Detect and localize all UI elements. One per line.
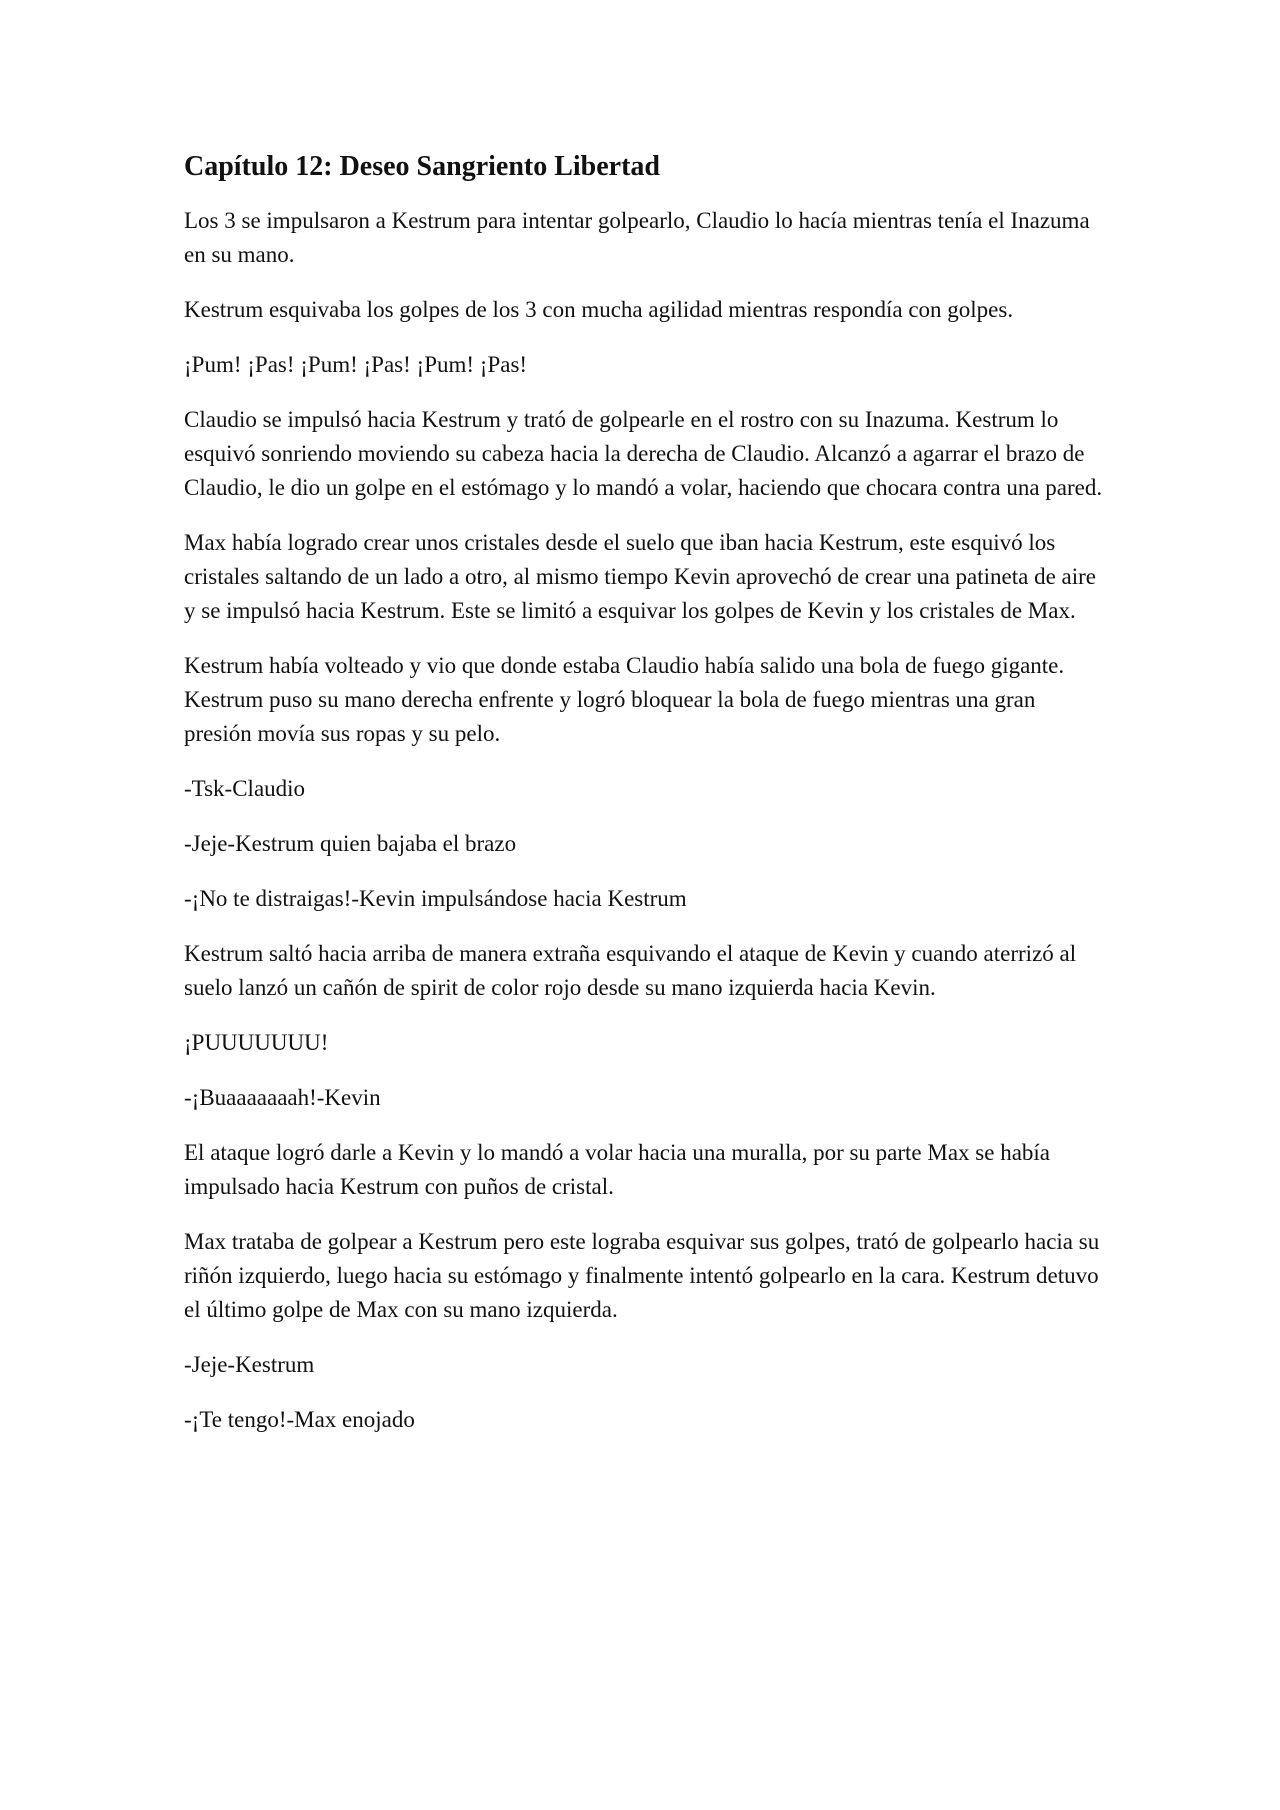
paragraph: Max trataba de golpear a Kestrum pero este lograba esquivar sus golpes, trató de golpearlo hacia su riñón izquierdo, luego hacia su estómago y finalmente intentó golpearlo en la cara. Kestrum detuvo el último golpe de Max con su mano izquierda. xyxy=(184,1228,1100,1322)
paragraph: ¡Pum! ¡Pas! ¡Pum! ¡Pas! ¡Pum! ¡Pas! xyxy=(184,351,528,377)
paragraph: Claudio se impulsó hacia Kestrum y trató de golpearle en el rostro con su Inazuma. Kestrum lo esquivó sonriendo moviendo su cabeza hacia la derecha de Claudio. Alcanzó a agarrar el brazo de Claudio, le dio un golpe en el estómago y lo mandó a volar, haciendo que chocara contra una pared. xyxy=(184,406,1103,500)
sound-effect: ¡PUUUUUUU! xyxy=(184,1029,329,1055)
dialogue-line: -Tsk-Claudio xyxy=(184,775,306,801)
paragraph: Kestrum había volteado y vio que donde estaba Claudio había salido una bola de fuego gigante. Kestrum puso su mano derecha enfrente y logró bloquear la bola de fuego mientras una gran presión movía sus ropas y su pelo. xyxy=(184,652,1065,746)
paragraph: Kestrum saltó hacia arriba de manera extraña esquivando el ataque de Kevin y cuando aterrizó al suelo lanzó un cañón de spirit de color rojo desde su mano izquierda hacia Kevin. xyxy=(184,940,1077,1000)
dialogue-line: -¡Te tengo!-Max enojado xyxy=(184,1406,415,1432)
dialogue-line: -¡No te distraigas!-Kevin impulsándose hacia Kestrum xyxy=(184,885,687,911)
dialogue-line: -Jeje-Kestrum xyxy=(184,1351,315,1377)
chapter-title: Capítulo 12: Deseo Sangriento Libertad xyxy=(184,151,660,182)
paragraph: El ataque logró darle a Kevin y lo mandó a volar hacia una muralla, por su parte Max se había impulsado hacia Kestrum con puños de cristal. xyxy=(184,1139,1051,1199)
dialogue-line: -¡Buaaaaaaah!-Kevin xyxy=(184,1084,381,1110)
paragraph: Kestrum esquivaba los golpes de los 3 con mucha agilidad mientras respondía con golpes. xyxy=(184,296,1014,322)
document-body xyxy=(184,150,1104,1458)
dialogue-line: -Jeje-Kestrum quien bajaba el brazo xyxy=(184,830,517,856)
paragraph: Los 3 se impulsaron a Kestrum para intentar golpearlo, Claudio lo hacía mientras tenía el Inazuma en su mano. xyxy=(184,207,1090,267)
paragraph: Max había logrado crear unos cristales desde el suelo que iban hacia Kestrum, este esquivó los cristales saltando de un lado a otro, al mismo tiempo Kevin aprovechó de crear una patineta de aire y se impulsó hacia Kestrum. Este se limitó a esquivar los golpes de Kevin y los cristales de Max. xyxy=(184,529,1096,623)
